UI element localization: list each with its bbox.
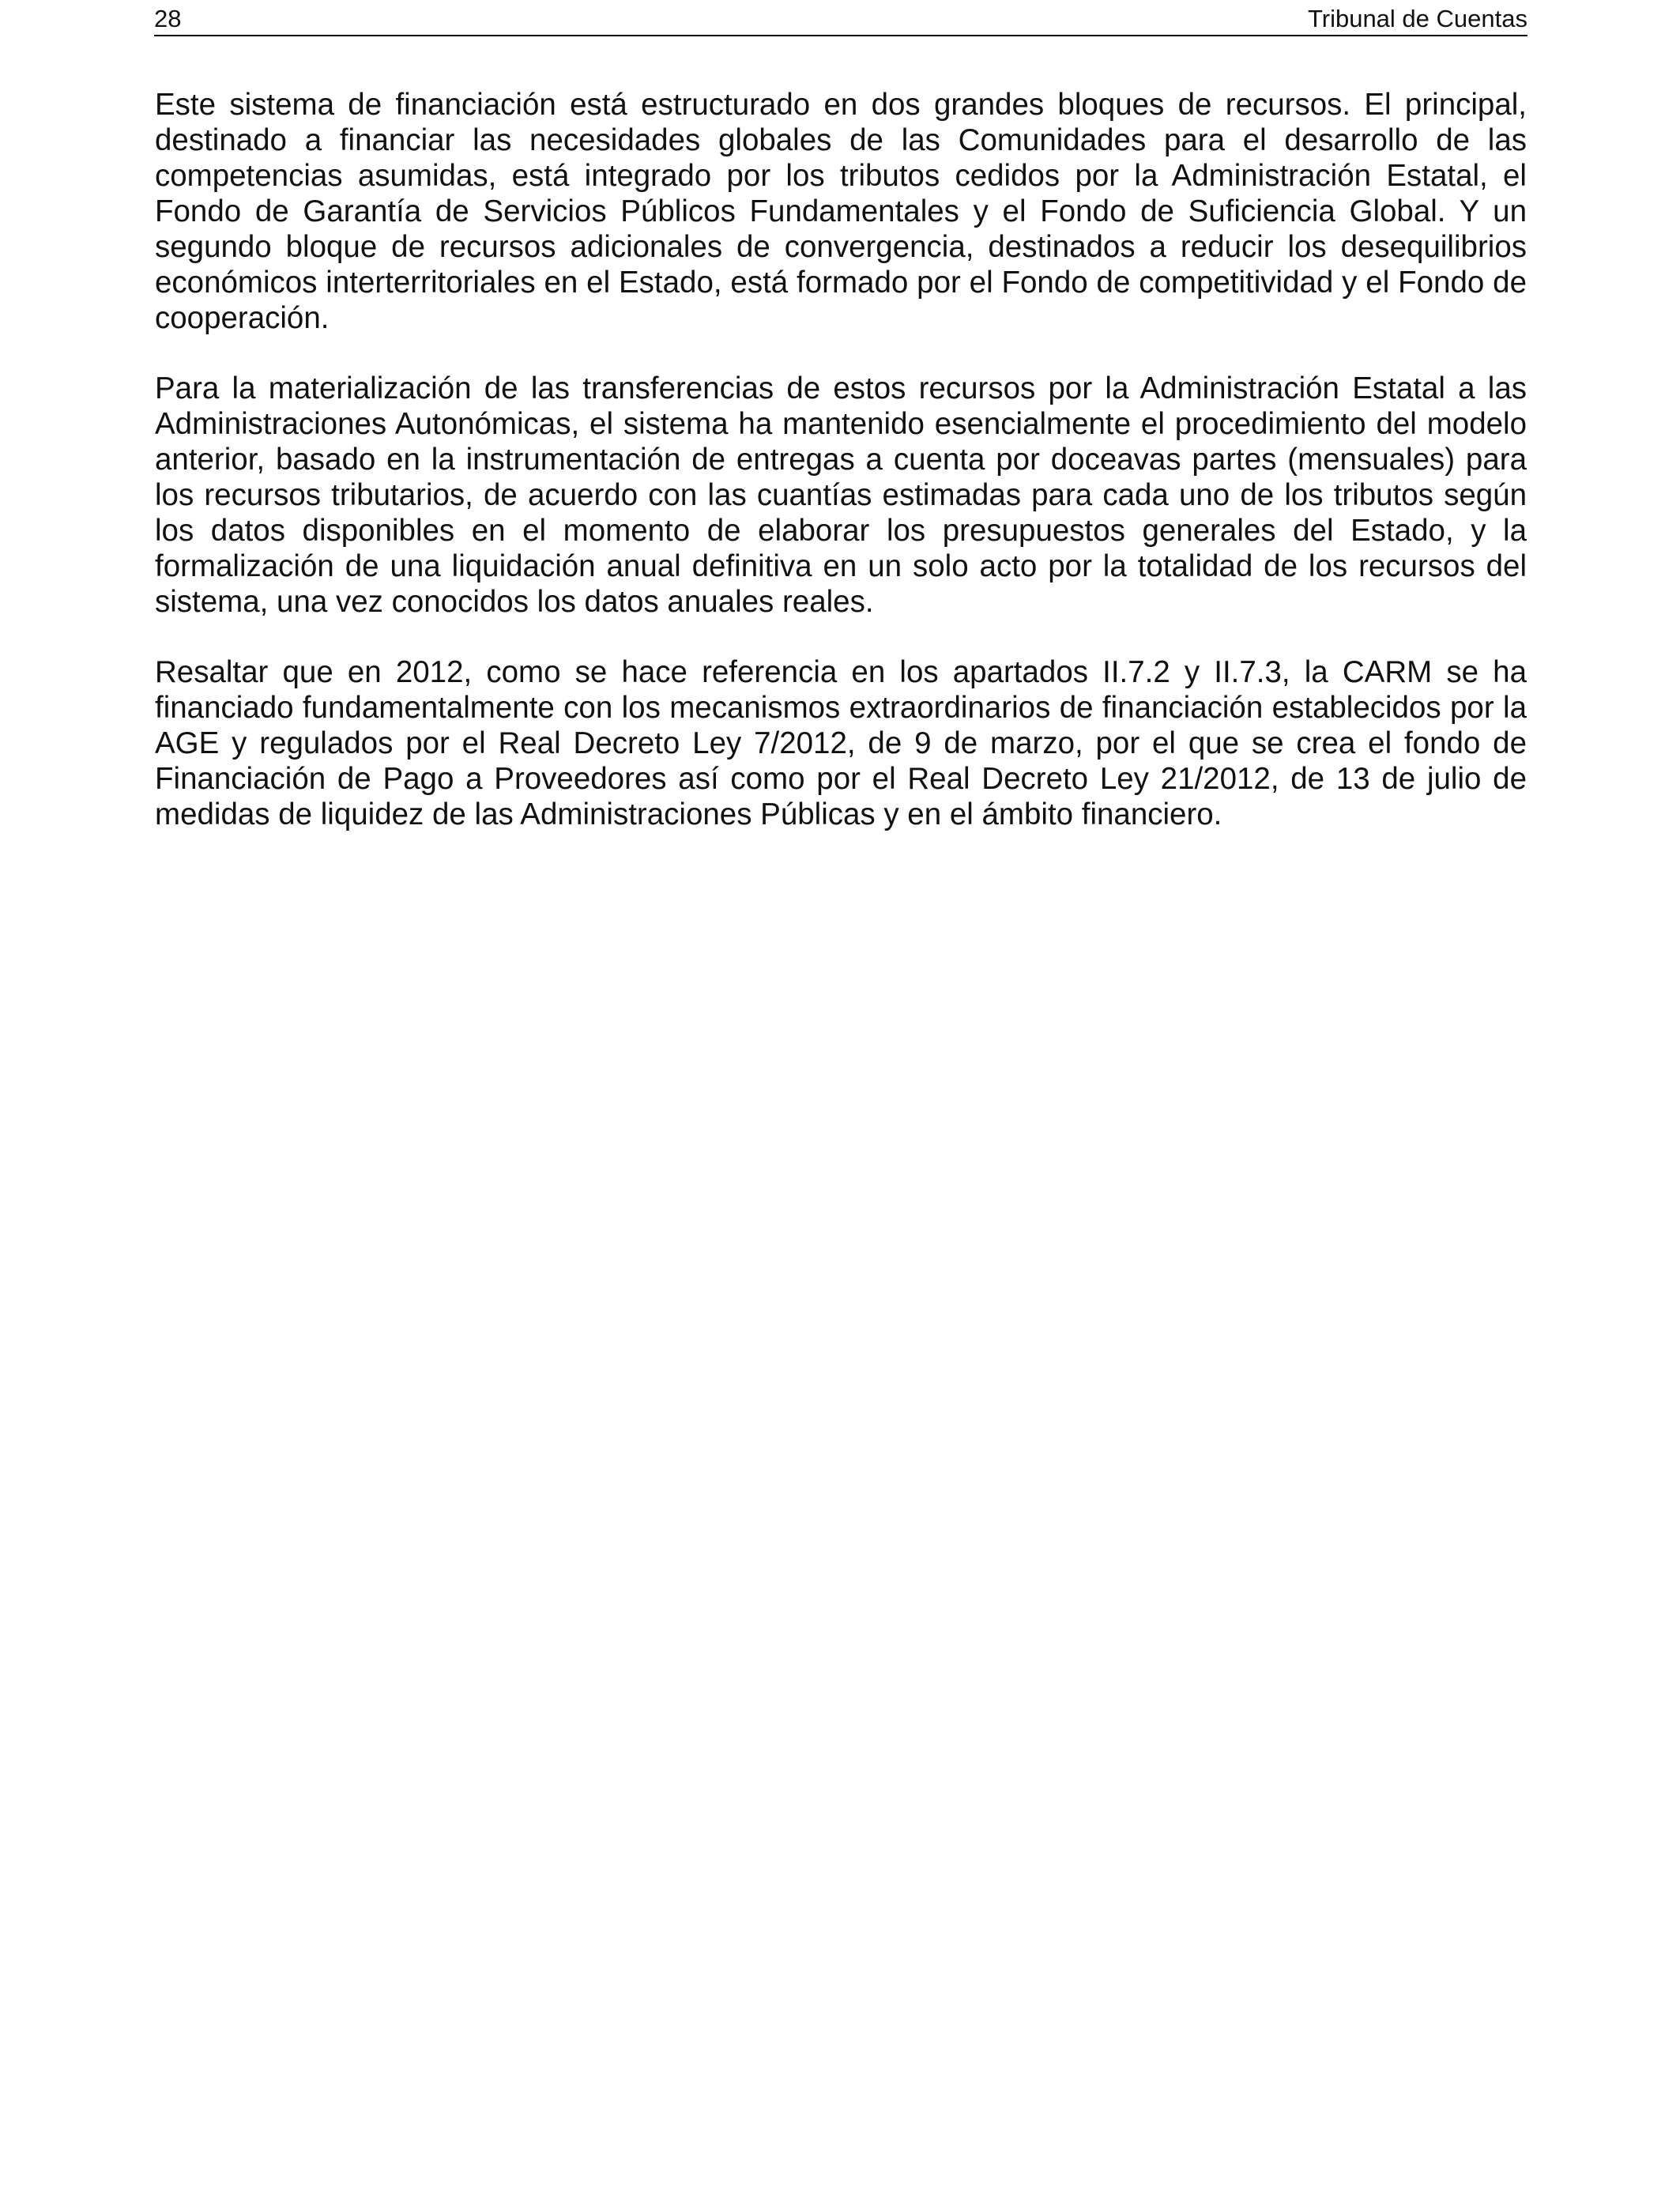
page-number: 28 bbox=[154, 5, 182, 32]
paragraph-transfers: Para la materialización de las transferencias de estos recursos por la Administración Estatal a las Administraciones Autonómicas, el sistema ha mantenido esencialmente el procedimiento del modelo anterior, basado en la instrumentación de entregas a cuenta por doceavas partes (mensuales) para los recursos tributarios, de acuerdo con las cuantías estimadas para cada uno de los tributos según los datos disponibles en el momento de elaborar los presupuestos generales del Estado, y la formalización de una liquidación anual definitiva en un solo acto por la totalidad de los recursos del sistema, una vez conocidos los datos anuales reales. bbox=[155, 371, 1527, 619]
body-text bbox=[155, 87, 1527, 867]
page-header bbox=[154, 6, 1527, 36]
paragraph-carm-2012: Resaltar que en 2012, como se hace referencia en los apartados II.7.2 y II.7.3, la CARM se ha financiado fundamentalmente con los mecanismos extraordinarios de financiación establecidos por la AGE y regulados por el Real Decreto Ley 7/2012, de 9 de marzo, por el que se crea el fondo de Financiación de Pago a Proveedores así como por el Real Decreto Ley 21/2012, de 13 de julio de medidas de liquidez de las Administraciones Públicas y en el ámbito financiero. bbox=[155, 655, 1527, 831]
paragraph-financing-system: Este sistema de financiación está estructurado en dos grandes bloques de recursos. El principal, destinado a financiar las necesidades globales de las Comunidades para el desarrollo de las competencias asumidas, está integrado por los tributos cedidos por la Administración Estatal, el Fondo de Garantía de Servicios Públicos Fundamentales y el Fondo de Suficiencia Global. Y un segundo bloque de recursos adicionales de convergencia, destinados a reducir los desequilibrios económicos interterritoriales en el Estado, está formado por el Fondo de competitividad y el Fondo de cooperación. bbox=[155, 88, 1527, 335]
publisher-name: Tribunal de Cuentas bbox=[1307, 5, 1527, 32]
